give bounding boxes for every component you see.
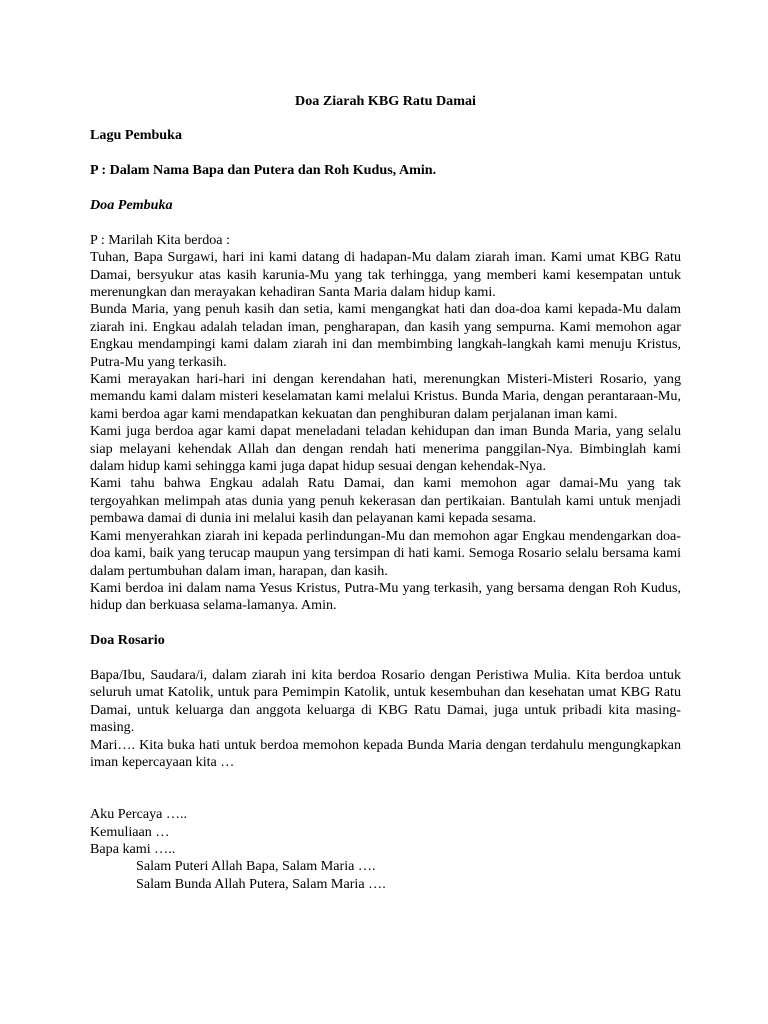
spacer — [90, 145, 681, 162]
opening-prayer-paragraph: Tuhan, Bapa Surgawi, hari ini kami datang di hadapan-Mu dalam ziarah iman. Kami umat KBG Ratu Damai, bersyukur atas kasih karunia-Mu yang tak terhingga, yang memberi kami kesempatan untuk merenungkan dan merayakan kehadiran Santa Maria dalam hidup kami. — [90, 249, 681, 301]
rosary-paragraph: Mari…. Kita buka hati untuk berdoa memohon kepada Bunda Maria dengan terdahulu mengungkapkan iman kepercayaan kita … — [90, 736, 681, 770]
spacer — [90, 180, 681, 197]
opening-prayer-paragraph: Kami merayakan hari-hari ini dengan kerendahan hati, merenungkan Misteri-Misteri Rosario, yang memandu kami dalam misteri keselamatan kami melalui Kristus. Bunda Maria, dengan perantaraan-Mu, kami berdoa agar kami mendapatkan kekuatan dan penghiburan dalam perjalanan iman kami. — [90, 371, 681, 422]
opening-prayer-paragraph: Kami juga berdoa agar kami dapat meneladani teladan kehidupan dan iman Bunda Maria, yang selalu siap melayani kehendak Allah dan dengan rendah hati menerima panggilan-Nya. Bimbinglah kami dalam hidup kami sehingga kami juga dapat hidup sesuai dengan kehendak-Nya. — [90, 423, 681, 475]
document-title: Doa Ziarah KBG Ratu Damai — [295, 93, 476, 109]
prayer-list-item: Kemuliaan … — [90, 823, 170, 840]
prayer-list-item: Aku Percaya ….. — [90, 806, 188, 823]
opening-song-heading: Lagu Pembuka — [90, 127, 183, 144]
opening-prayer-paragraph: Kami menyerahkan ziarah ini kepada perlindungan-Mu dan memohon agar Engkau mendengarkan doa-doa kami, baik yang terucap maupun yang tersimpan di hati kami. Semoga Rosario selalu bersama kami dalam pertumbuhan dalam iman, harapan, dan kasih. — [90, 527, 681, 579]
rosary-paragraph: Bapa/Ibu, Saudara/i, dalam ziarah ini kita berdoa Rosario dengan Peristiwa Mulia. Kita berdoa untuk seluruh umat Katolik, untuk para Pemimpin Katolik, untuk kesembuhan dan kesehatan umat KBG Ratu Damai, untuk keluarga dan anggota keluarga di KBG Ratu Damai, juga untuk pribadi kita masing-masing. — [90, 666, 681, 736]
spacer — [90, 214, 681, 231]
opening-prayer-intro: P : Marilah Kita berdoa : — [90, 231, 230, 248]
opening-prayer-paragraph: Kami berdoa ini dalam nama Yesus Kristus, Putra-Mu yang terkasih, yang bersama dengan Roh Kudus, hidup dan berkuasa selama-lamanya. Amin. — [90, 579, 681, 614]
prayer-list-indented-item: Salam Puteri Allah Bapa, Salam Maria …. — [136, 858, 376, 875]
spacer — [90, 789, 681, 806]
opening-prayer-paragraph: Bunda Maria, yang penuh kasih dan setia, kami mengangkat hati dan doa-doa kami kepada-Mu dalam ziarah ini. Engkau adalah teladan iman, pengharapan, dan kasih yang sempurna. Kami memohon agar Engkau mendampingi kami dalam ziarah ini dan membimbing langkah-langkah kami menuju Kristus, Putra-Mu yang terkasih. — [90, 301, 681, 370]
spacer — [90, 615, 681, 632]
opening-prayer-heading: Doa Pembuka — [90, 197, 173, 213]
opening-sign-line: P : Dalam Nama Bapa dan Putera dan Roh Kudus, Amin. — [90, 162, 437, 179]
rosary-heading: Doa Rosario — [90, 632, 165, 649]
prayer-list-item: Bapa kami ….. — [90, 840, 176, 857]
spacer — [90, 771, 681, 788]
prayer-list-indented-item: Salam Bunda Allah Putera, Salam Maria …. — [136, 875, 386, 892]
opening-prayer-paragraph: Kami tahu bahwa Engkau adalah Ratu Damai, dan kami memohon agar damai-Mu yang tak tergoyahkan melimpah atas dunia yang penuh kekerasan dan pertikaian. Bantulah kami untuk menjadi pembawa damai di dunia ini melalui kasih dan pelayanan kami kepada sesama. — [90, 475, 681, 527]
spacer — [90, 650, 681, 667]
